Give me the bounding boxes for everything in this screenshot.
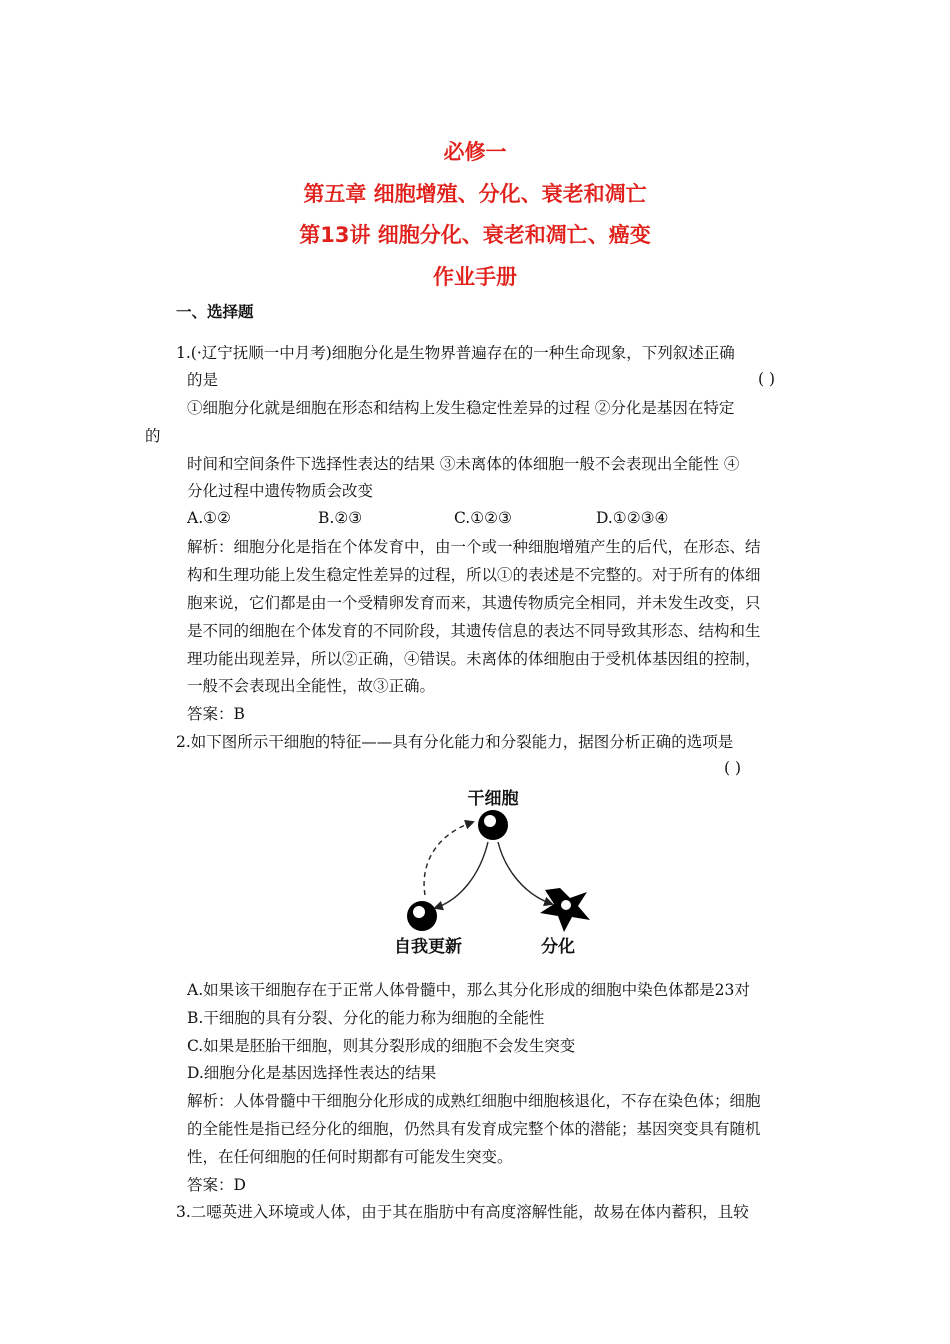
q2-option-b: B.干细胞的具有分裂、分化的能力称为细胞的全能性 <box>187 1009 545 1027</box>
stem-cell-diagram <box>360 780 620 960</box>
q1-analysis-line: 是不同的细胞在个体发育的不同阶段，其遗传信息的表达不同导致其形态、结构和生 <box>187 622 761 640</box>
chapter-title: 第五章 细胞增殖、分化、衰老和凋亡 <box>303 182 647 206</box>
q1-option-d: D.①②③④ <box>596 509 669 527</box>
q1-answer: 答案：B <box>187 705 245 723</box>
q1-statement-line2: 时间和空间条件下选择性表达的结果 ③未离体的体细胞一般不会表现出全能性 ④ <box>187 455 740 473</box>
q2-analysis-line: 性，在任何细胞的任何时期都有可能发生突变。 <box>187 1148 513 1166</box>
stem-cell-icon <box>478 810 508 840</box>
q1-analysis-line: 构和生理功能上发生稳定性差异的过程，所以①的表述是不完整的。对于所有的体细 <box>187 566 761 584</box>
differentiated-cell-icon <box>540 888 590 932</box>
q1-option-c: C.①②③ <box>454 509 512 527</box>
q1-analysis-line: 胞来说，它们都是由一个受精卵发育而来，其遗传物质完全相同，并未发生改变，只 <box>187 594 761 612</box>
renewal-arrow <box>424 822 473 895</box>
differentiation-label: 分化 <box>541 937 575 957</box>
q2-stem: 2.如下图所示干细胞的特征——具有分化能力和分裂能力，据图分析正确的选项是 <box>176 733 734 751</box>
q1-analysis-line: 理功能出现差异，所以②正确，④错误。未离体的体细胞由于受机体基因组的控制， <box>187 650 761 668</box>
q2-analysis-line: 解析：人体骨髓中干细胞分化形成的成熟红细胞中细胞核退化，不存在染色体；细胞 <box>187 1092 761 1110</box>
q3-stem: 3.二噁英进入环境或人体，由于其在脂肪中有高度溶解性能，故易在体内蓄积，且较 <box>176 1203 749 1221</box>
section-heading: 一、选择题 <box>176 303 254 321</box>
q1-analysis-line: 解析：细胞分化是指在个体发育中，由一个或一种细胞增殖产生的后代，在形态、结 <box>187 538 761 556</box>
q1-answer-blank: ( ) <box>758 370 776 388</box>
q2-option-d: D.细胞分化是基因选择性表达的结果 <box>187 1064 437 1082</box>
self-renewal-label: 自我更新 <box>394 937 462 957</box>
q2-analysis-line: 的全能性是指已经分化的细胞，仍然具有发育成完整个体的潜能；基因突变具有随机 <box>187 1120 761 1138</box>
q1-statement-wrap: 的 <box>145 427 161 445</box>
stem-cell-label: 干细胞 <box>467 789 519 809</box>
self-renewal-cell-icon <box>407 901 437 931</box>
workbook-title: 作业手册 <box>433 265 517 289</box>
q1-statement-line3: 分化过程中遗传物质会改变 <box>187 482 374 500</box>
differentiation-arrow <box>498 842 552 904</box>
lecture-title: 第13讲 细胞分化、衰老和凋亡、癌变 <box>299 223 651 247</box>
q1-stem-line2: 的是 <box>187 371 219 389</box>
q1-analysis-line: 一般不会表现出全能性，故③正确。 <box>187 677 436 695</box>
division-arrow <box>435 842 488 908</box>
q2-answer-blank: ( ) <box>724 759 742 777</box>
q1-option-b: B.②③ <box>318 509 363 527</box>
q2-option-c: C.如果是胚胎干细胞，则其分裂形成的细胞不会发生突变 <box>187 1037 576 1055</box>
q1-option-a: A.①② <box>187 509 231 527</box>
q1-stem-line1: 1.(·辽宁抚顺一中月考)细胞分化是生物界普遍存在的一种生命现象，下列叙述正确 <box>176 344 735 362</box>
book-title: 必修一 <box>443 140 507 164</box>
q2-answer: 答案：D <box>187 1176 246 1194</box>
q2-option-a: A.如果该干细胞存在于正常人体骨髓中，那么其分化形成的细胞中染色体都是23对 <box>187 981 750 999</box>
q1-statement-line1: ①细胞分化就是细胞在形态和结构上发生稳定性差异的过程 ②分化是基因在特定 <box>187 399 735 417</box>
